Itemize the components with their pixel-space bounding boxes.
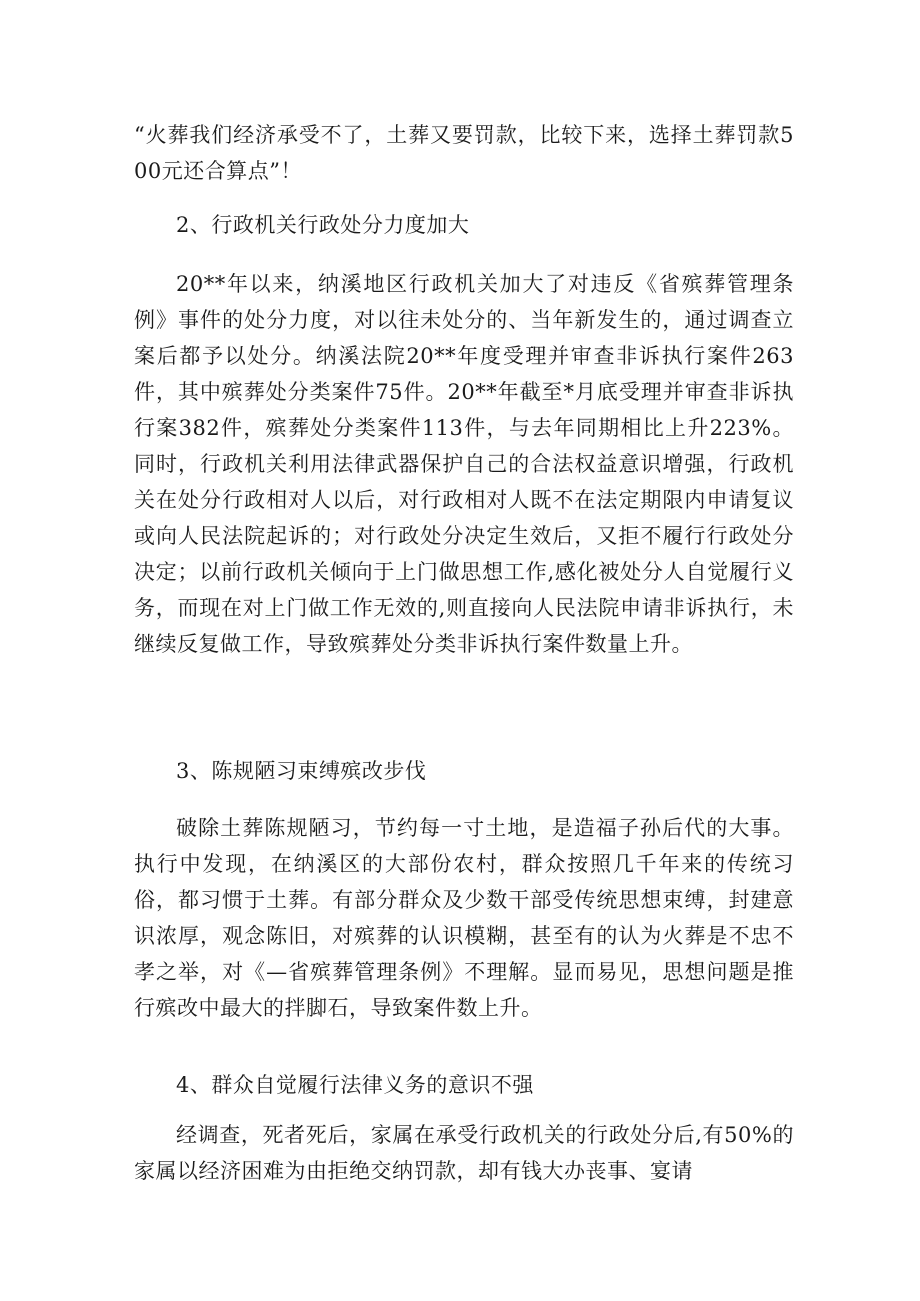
section-heading-3: 3、陈规陋习束缚殡改步伐 <box>176 759 427 783</box>
paragraph-section-3: 破除土葬陈规陋习，节约每一寸土地，是造福子孙后代的大事。执行中发现，在纳溪区的大部份农村，群众按照几千年来的传统习俗，都习惯于土葬。有部分群众及少数干部受传统思想束缚，封建意识浓厚，观念陈旧，对殡葬的认识模糊，甚至有的认为火葬是不忠不孝之举，对《—省殡葬管理条例》不理解。显而易见，思想问题是推行殡改中最大的拌脚石，导致案件数上升。 <box>134 816 794 1020</box>
section-heading-2: 2、行政机关行政处分力度加大 <box>176 213 470 237</box>
paragraph-section-4: 经调查，死者死后，家属在承受行政机关的行政处分后,有50%的家属以经济困难为由拒绝交纳罚款，却有钱大办丧事、宴请 <box>134 1123 794 1183</box>
paragraph-section-2: 20**年以来，纳溪地区行政机关加大了对违反《省殡葬管理条例》事件的处分力度，对以往未处分的、当年新发生的，通过调查立案后都予以处分。纳溪法院20**年度受理并审查非诉执行案件263件，其中殡葬处分类案件75件。20**年截至*月底受理并审查非诉执行案382件，殡葬处分类案件113件，与去年同期相比上升223%。同时，行政机关利用法律武器保护自己的合法权益意识增强，行政机关在处分行政相对人以后，对行政相对人既不在法定期限内申请复议或向人民法院起诉的；对行政处分决定生效后，又拒不履行行政处分决定；以前行政机关倾向于上门做思想工作,感化被处分人自觉履行义务，而现在对上门做工作无效的,则直接向人民法院申请非诉执行，未继续反复做工作，导致殡葬处分类非诉执行案件数量上升。 <box>134 272 794 656</box>
paragraph-quote: “火葬我们经济承受不了，土葬又要罚款，比较下来，选择土葬罚款500元还合算点”！ <box>134 123 794 183</box>
section-heading-4: 4、群众自觉履行法律义务的意识不强 <box>176 1073 534 1097</box>
